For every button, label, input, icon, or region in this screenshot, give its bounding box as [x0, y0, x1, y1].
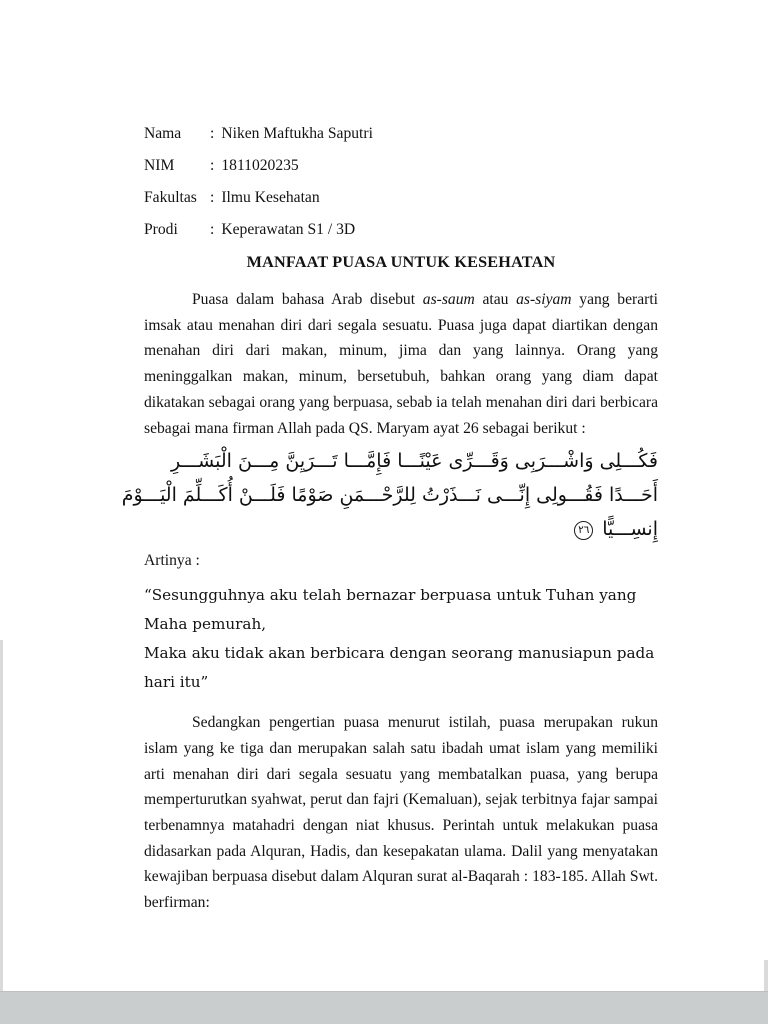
field-row-nim [144, 154, 658, 177]
page-edge-right [764, 960, 768, 991]
field-value: Keperawatan S1 / 3D [221, 221, 356, 238]
quote-line-1: “Sesungguhnya aku telah bernazar berpuasa untuk Tuhan yang Maha pemurah, [144, 586, 637, 634]
arabic-verse-word: إِنسِـــيًّا [602, 518, 658, 541]
arabic-verse-line-last [144, 512, 658, 546]
document-title: MANFAAT PUASA UNTUK KESEHATAN [246, 253, 556, 271]
field-row-prodi [144, 218, 658, 241]
paragraph-intro-text: Puasa dalam bahasa Arab disebut [192, 291, 423, 308]
field-row-fakultas [144, 186, 658, 209]
page-edge-left [0, 640, 3, 991]
paragraph-intro-text: yang berarti imsak atau menahan diri dari segala sesuatu. Puasa juga dapat diartikan dengan menahan diri dari makan, minum, jima dan yang lainnya. Orang yang meninggalkan makan, minum, bersetubuh, bahkan orang yang diam dapat dikatakan sebagai orang yang berpuasa, sebab ia telah menahan diri dari berbicara sebagai mana firman Allah pada QS. Maryam ayat 26 sebagai berikut : [144, 291, 658, 437]
paragraph-definition: Sedangkan pengertian puasa menurut istilah, puasa merupakan rukun islam yang ke tiga dan merupakan salah satu ibadah umat islam yang memiliki arti menahan diri dari segala sesuatu yang membatalkan puasa, yang berupa memperturutkan syahwat, perut dan fajri (Kemaluan), sejak terbitnya fajar sampai terbenamnya matahadri dengan niat khusus. Perintah untuk melakukan puasa didasarkan pada Alquran, Hadis, dan kesepakatan ulama. Dalil yang menyatakan kewajiban berpuasa disebut dalam Alquran surat al-Baqarah : 183-185. Allah Swt. berfirman: [144, 714, 658, 912]
viewer-bottom-strip [0, 991, 768, 1024]
artinya-label: Artinya : [144, 552, 200, 570]
ayah-number-badge: ٢٦ [574, 521, 593, 540]
paragraph-intro [144, 287, 658, 441]
field-colon: : [210, 189, 215, 206]
field-colon: : [210, 157, 215, 174]
term-as-siyam: as-siyam [516, 291, 572, 308]
field-colon: : [210, 125, 215, 142]
translation-quote [144, 581, 658, 697]
field-value: Niken Maftukha Saputri [221, 125, 373, 142]
student-info-section [144, 122, 658, 241]
quote-line-2: Maka aku tidak akan berbicara dengan seorang manusiapun pada hari itu” [144, 644, 655, 692]
field-label: Fakultas [144, 189, 197, 206]
field-value: Ilmu Kesehatan [221, 189, 320, 206]
term-as-saum: as-saum [422, 291, 475, 308]
arabic-verse-line: أَحَـــدًا فَقُـــولِى إِنِّـــى نَـــذَرْتُ لِلرَّحْـــمَنِ صَوْمًا فَلَـــنْ أُكَـــلِّمَ الْيَـــوْمَ [121, 484, 658, 507]
field-colon: : [210, 221, 215, 238]
field-label: NIM [144, 157, 175, 174]
arabic-verse-block [121, 444, 658, 546]
field-value: 1811020235 [221, 157, 299, 174]
field-label: Nama [144, 125, 182, 142]
field-row-nama [144, 122, 658, 145]
field-label: Prodi [144, 221, 178, 238]
arabic-verse-line: فَكُـــلِى وَاشْـــرَبِى وَقَـــرِّى عَيْنًـــا فَإِمَّـــا تَـــرَيِنَّ مِـــنَ الْبَشَـــرِ [171, 450, 658, 473]
paragraph-intro-text: atau [474, 291, 517, 308]
